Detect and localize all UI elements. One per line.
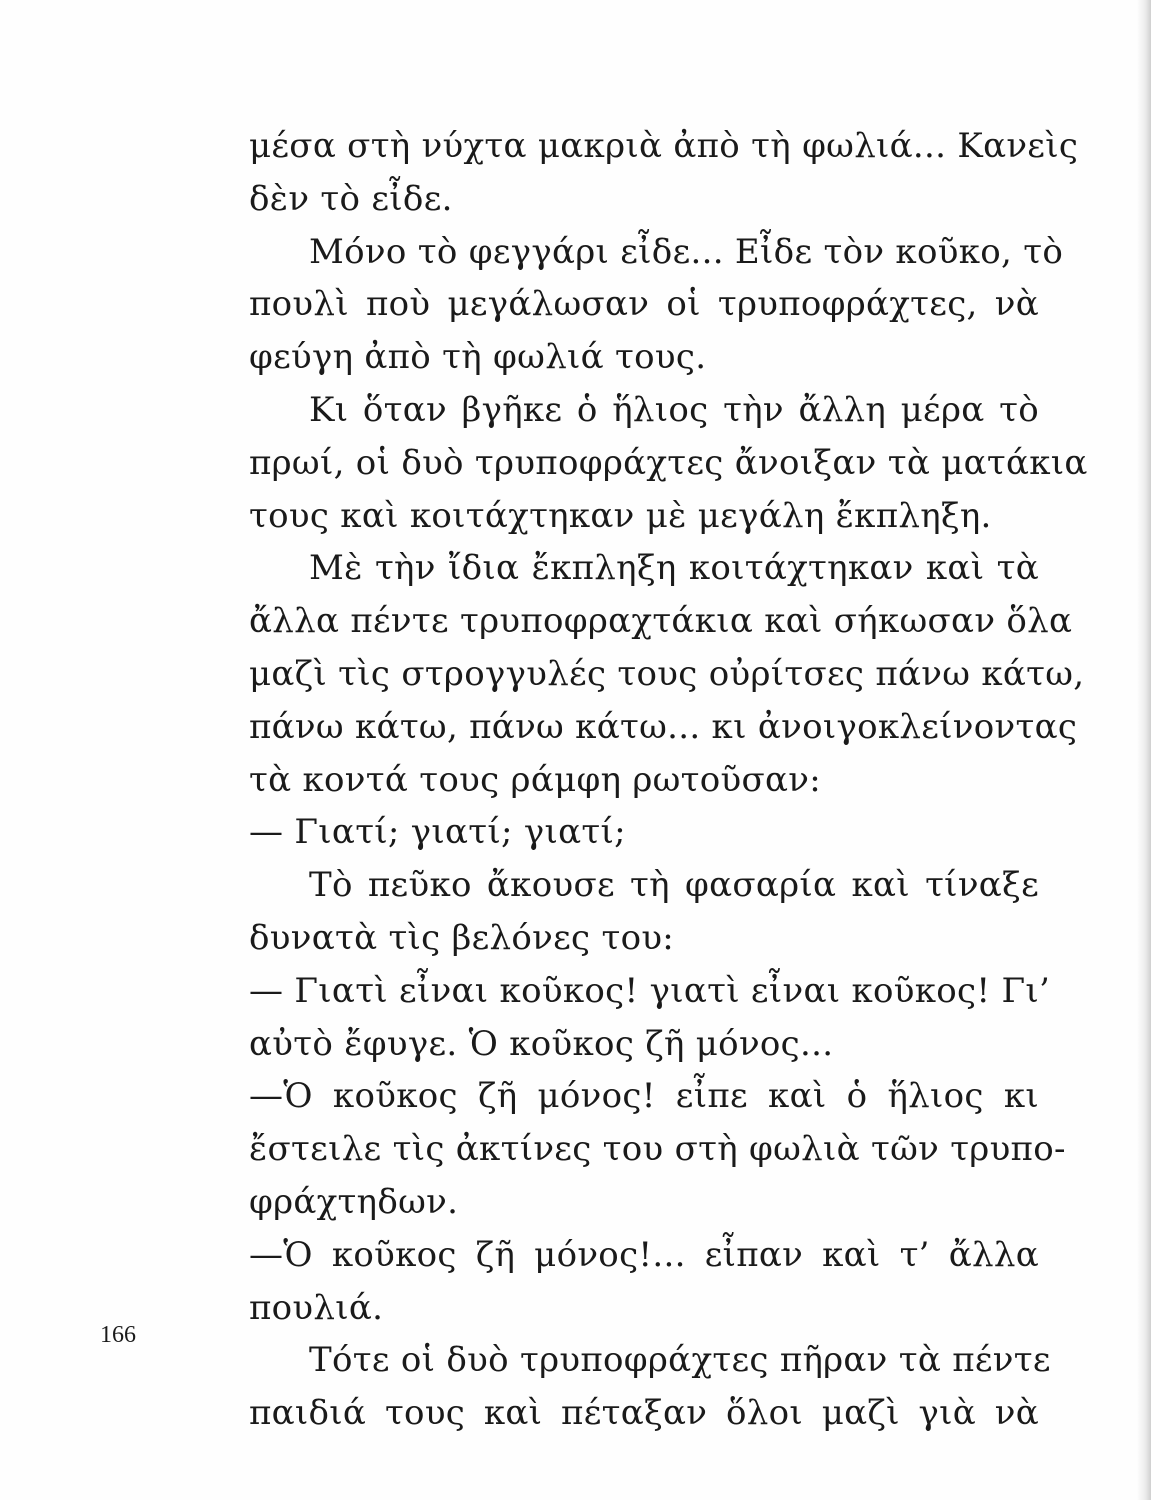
text-line: πουλιά.	[249, 1287, 384, 1328]
text-line: —Ὁ κοῦκος ζῆ μόνος! εἶπε καὶ ὁ ἥλιος κι	[249, 1076, 1039, 1117]
text-line: πάνω κάτω, πάνω κάτω... κι ἀνοιγοκλείνοντας	[249, 706, 1078, 747]
text-line: μαζὶ τὶς στρογγυλές τους οὐρίτσες πάνω κάτω,	[249, 653, 1085, 694]
body-text	[249, 120, 1088, 1440]
text-line: τους καὶ κοιτάχτηκαν μὲ μεγάλη ἔκπληξη.	[249, 495, 992, 536]
text-line: Μὲ τὴν ἴδια ἔκπληξη κοιτάχτηκαν καὶ τὰ	[309, 548, 1039, 589]
text-line: παιδιά τους καὶ πέταξαν ὅλοι μαζὶ γιὰ νὰ	[249, 1393, 1039, 1434]
text-line: Τὸ πεῦκο ἄκουσε τὴ φασαρία καὶ τίναξε	[309, 865, 1039, 906]
text-line: —Ὁ κοῦκος ζῆ μόνος!... εἶπαν καὶ τ’ ἄλλα	[249, 1234, 1039, 1275]
text-line: δὲν τὸ εἶδε.	[249, 178, 453, 219]
text-line: Τότε οἱ δυὸ τρυποφράχτες πῆραν τὰ πέντε	[309, 1340, 1051, 1381]
text-line: φράχτηδων.	[249, 1181, 459, 1222]
page-edge-shadow	[1137, 0, 1151, 1500]
text-line: μέσα στὴ νύχτα μακριὰ ἀπὸ τὴ φωλιά... Κανεὶς	[249, 126, 1079, 166]
text-line: πρωί, οἱ δυὸ τρυποφράχτες ἄνοιξαν τὰ ματάκια	[249, 442, 1088, 483]
text-line: — Γιατί; γιατί; γιατί;	[249, 812, 626, 853]
text-line: Κι ὅταν βγῆκε ὁ ἥλιος τὴν ἄλλη μέρα τὸ	[309, 389, 1039, 430]
text-line: — Γιατὶ εἶναι κοῦκος! γιατὶ εἶναι κοῦκος! Γι’	[249, 970, 1051, 1011]
text-line: φεύγη ἀπὸ τὴ φωλιά τους.	[249, 337, 707, 378]
text-line: αὐτὸ ἔφυγε. Ὁ κοῦκος ζῆ μόνος...	[249, 1023, 834, 1064]
page-number: 166	[100, 1322, 136, 1348]
text-line: τὰ κοντά τους ράμφη ρωτοῦσαν:	[249, 759, 822, 800]
text-line: πουλὶ ποὺ μεγάλωσαν οἱ τρυποφράχτες, νὰ	[249, 284, 1039, 325]
text-line: δυνατὰ τὶς βελόνες του:	[249, 917, 675, 958]
text-line: ἔστειλε τὶς ἀκτίνες του στὴ φωλιὰ τῶν τρυπο-	[249, 1129, 1066, 1170]
text-line: Μόνο τὸ φεγγάρι εἶδε... Εἶδε τὸν κοῦκο, τὸ	[309, 231, 1064, 272]
text-line: ἄλλα πέντε τρυποφραχτάκια καὶ σήκωσαν ὅλα	[249, 601, 1073, 642]
